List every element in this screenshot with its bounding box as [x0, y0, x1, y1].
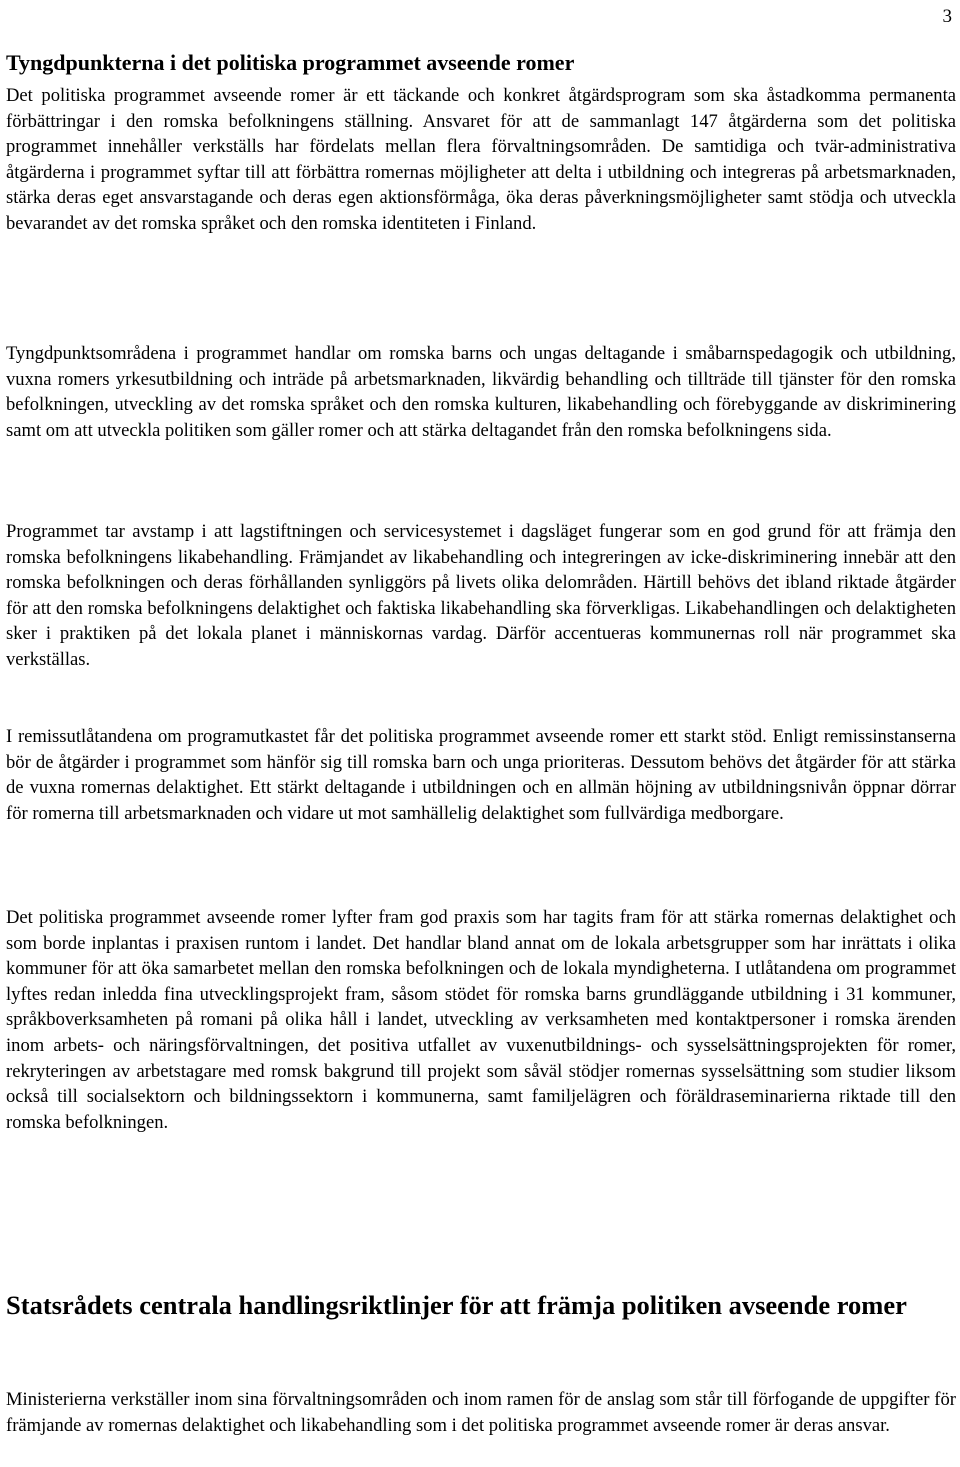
paragraph: Tyngdpunktsområdena i programmet handlar om romska barns och ungas deltagande i småbarnspedagogik och utbildning, vuxna romers yrkesutbildning och inträde på arbetsmarknaden, likvärdig behandling och tillträde till tjänster för den romska befolkningen, utveckling av det romska språket och den romska kulturen, likabehandling och förebyggande av diskriminering samt om att utveckla politiken som gäller romer och att stärka deltagandet från den romska befolkningens sida.: [6, 343, 956, 441]
section-heading: Tyngdpunkterna i det politiska programmet avseende romer: [6, 50, 575, 75]
main-heading: Statsrådets centrala handlingsriktlinjer för att främja politiken avseende romer: [6, 1290, 907, 1320]
page-number: 3: [942, 6, 952, 27]
paragraph: Programmet tar avstamp i att lagstiftningen och servicesystemet i dagsläget fungerar som en god grund för att främja den romska befolkningens likabehandling. Främjandet av likabehandling och integreringen av icke-diskriminering innebär att den romska befolkningen och deras förhållanden synliggörs på livets olika delområden. Härtill behövs det ibland riktade åtgärder för att den romska befolkningens delaktighet och faktiska likabehandling ska förverkligas. Likabehandlingen och delaktigheten sker i praktiken på det lokala planet i människornas vardag. Därför accentueras kommunernas roll när programmet ska verkställas.: [6, 521, 956, 670]
document-page: [6, 0, 956, 1467]
paragraph: Ministerierna verkställer inom sina förvaltningsområden och inom ramen för de anslag som står till förfogande de uppgifter för främjande av romernas delaktighet och likabehandling som i det politiska programmet avseende romer är deras ansvar.: [6, 1389, 956, 1436]
paragraph: Det politiska programmet avseende romer lyfter fram god praxis som har tagits fram för att stärka romernas delaktighet och som borde inplantas i praxisen runtom i landet. Det handlar bland annat om de lokala arbetsgrupper som har inrättats i olika kommuner för att öka samarbetet mellan den romska befolkningen och de lokala myndigheterna. I utlåtandena om programmet lyftes redan inledda fina utvecklingsprojekt fram, såsom stödet för romska barns grundläggande utbildning i 31 kommuner, språkboverksamheten på romani på olika håll i landet, utveckling av verksamheten med kontaktpersoner i romska ärenden inom arbets- och näringsförvaltningen, det positiva utfallet av vuxenutbildnings- och sysselsättningsprojekten för romer, rekryteringen av arbetstagare med romsk bakgrund till projekt som såväl stödjer romernas sysselsättning som studier liksom också till socialsektorn och bildningssektorn i kommunerna, samt familjelägren och föräldraseminarierna riktade till den romska befolkningen.: [6, 907, 956, 1133]
paragraph: I remissutlåtandena om programutkastet får det politiska programmet avseende romer ett starkt stöd. Enligt remissinstanserna bör de åtgärder i programmet som hänför sig till romska barn och unga prioriteras. Dessutom behövs det åtgärder för att stärka de vuxna romernas delaktighet. Ett stärkt deltagande i utbildningen och en allmän höjning av utbildningsnivån öppnar dörrar för romerna till arbetsmarknaden och vidare ut mot samhällelig delaktighet som fullvärdiga medborgare.: [6, 726, 956, 824]
paragraph: Det politiska programmet avseende romer är ett täckande och konkret åtgärdsprogram som ska åstadkomma permanenta förbättringar i den romska befolkningens ställning. Ansvaret för att de sammanlagt 147 åtgärderna som det politiska programmet innehåller verkställs har fördelats mellan flera förvaltningsområden. De samtidiga och tvär-administrativa åtgärderna i programmet syftar till att förbättra romernas möjligheter att delta i utbildning och integreras på arbetsmarknaden, stärka deras eget ansvarstagande och deras egen aktionsförmåga, öka deras påverkningsmöjligheter samt stödja och utveckla bevarandet av det romska språket och den romska identiteten i Finland.: [6, 85, 956, 234]
